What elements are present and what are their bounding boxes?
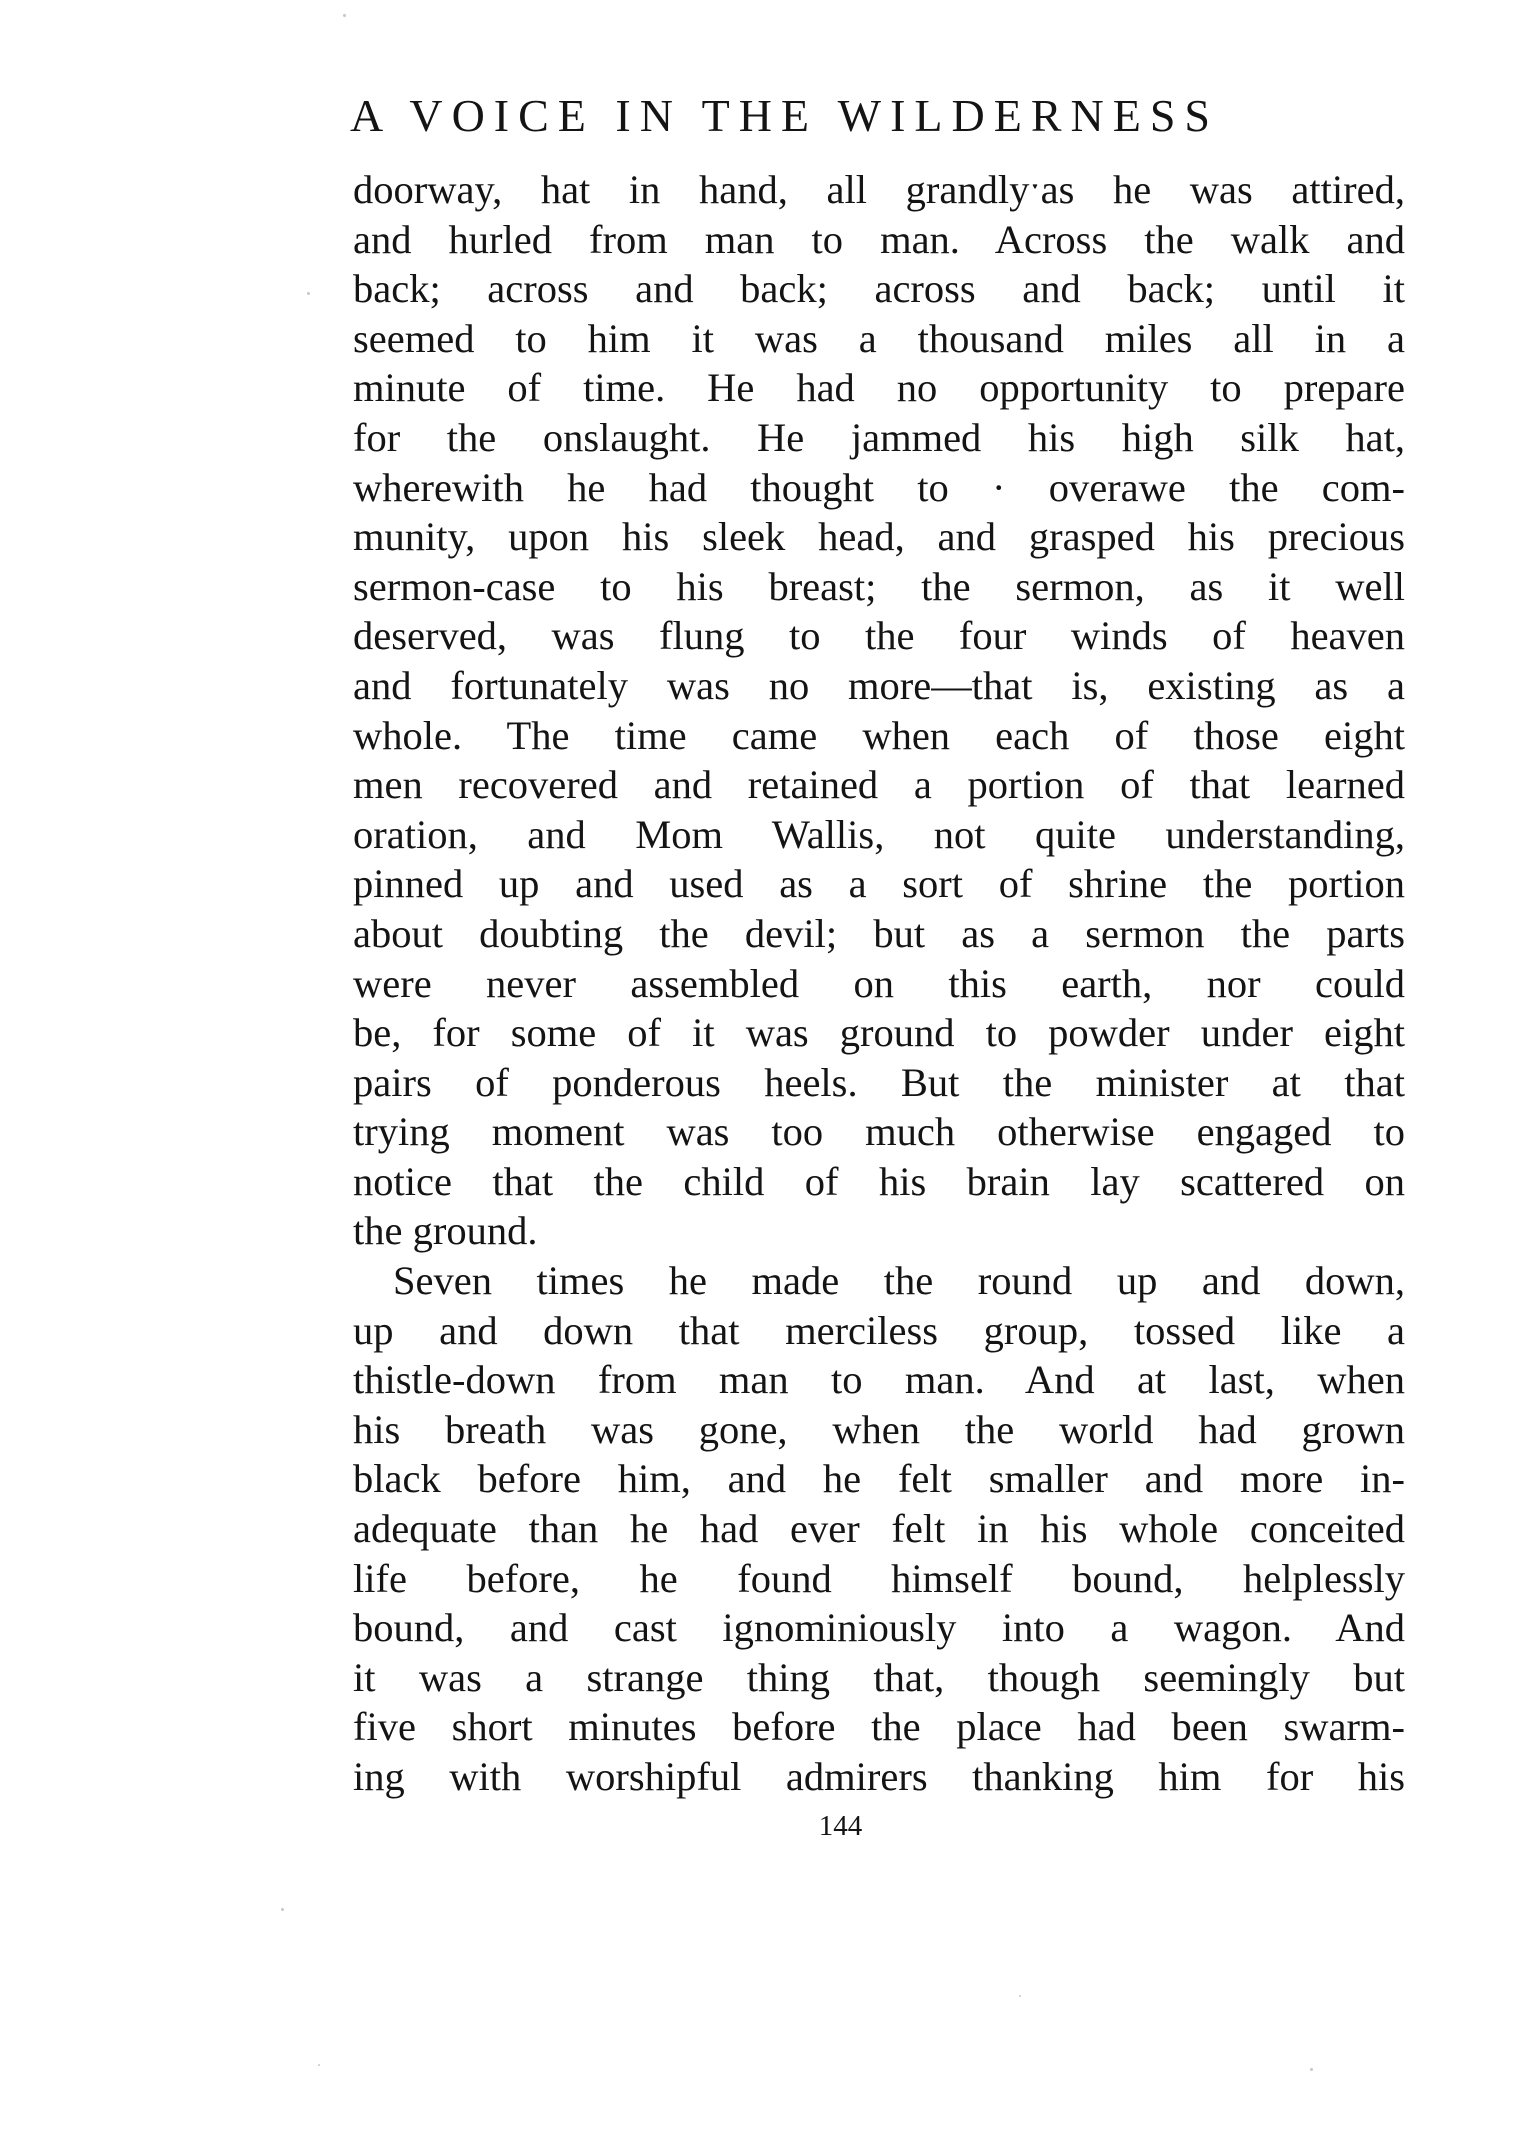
text-line: up and down that merciless group, tossed like a — [353, 1307, 1405, 1353]
text-line: life before, he found himself bound, helplessly — [353, 1555, 1405, 1601]
text-line: men recovered and retained a portion of that learned — [353, 762, 1405, 808]
text-line: and fortunately was no more—that is, existing as a — [353, 662, 1405, 708]
text-line: oration, and Mom Wallis, not quite understanding, — [353, 811, 1405, 857]
scan-speck — [343, 14, 346, 17]
scan-speck — [318, 2064, 320, 2066]
text-line: sermon-case to his breast; the sermon, as it well — [353, 563, 1405, 609]
text-line: trying moment was too much otherwise engaged to — [353, 1109, 1405, 1155]
text-line: deserved, was flung to the four winds of heaven — [353, 613, 1405, 659]
text-line: five short minutes before the place had been swarm- — [353, 1704, 1405, 1750]
text-line: his breath was gone, when the world had grown — [353, 1406, 1405, 1452]
text-line: minute of time. He had no opportunity to prepare — [353, 365, 1405, 411]
text-line: seemed to him it was a thousand miles all in a — [353, 315, 1405, 361]
scan-speck — [307, 292, 310, 295]
text-line: thistle-down from man to man. And at last, when — [353, 1357, 1405, 1403]
body-text — [353, 165, 1405, 1802]
text-line: for the onslaught. He jammed his high silk hat, — [353, 414, 1405, 460]
text-line: back; across and back; across and back; until it — [353, 266, 1405, 312]
scan-speck — [1019, 1995, 1021, 1997]
text-line: ing with worshipful admirers thanking him for his — [353, 1754, 1405, 1799]
text-line: pinned up and used as a sort of shrine the portion — [353, 861, 1405, 907]
text-line: were never assembled on this earth, nor could — [353, 960, 1405, 1006]
running-head: A VOICE IN THE WILDERNESS — [350, 90, 1219, 141]
text-line: whole. The time came when each of those eight — [353, 712, 1405, 758]
text-line: and hurled from man to man. Across the walk and — [353, 216, 1405, 262]
scan-speck — [281, 1908, 284, 1911]
text-line: pairs of ponderous heels. But the minister at that — [353, 1059, 1405, 1105]
scan-speck — [1310, 2068, 1313, 2071]
text-line: it was a strange thing that, though seemingly but — [353, 1654, 1405, 1700]
text-line: munity, upon his sleek head, and grasped his precious — [353, 514, 1405, 560]
text-line: notice that the child of his brain lay scattered on — [353, 1158, 1405, 1204]
text-line: adequate than he had ever felt in his whole conceited — [353, 1506, 1405, 1552]
text-line: doorway, hat in hand, all grandlyˑas he was attired, — [353, 167, 1405, 212]
text-line: be, for some of it was ground to powder under eight — [353, 1010, 1405, 1056]
paragraph-end-line: the ground. — [353, 1208, 538, 1254]
text-line: bound, and cast ignominiously into a wagon. And — [353, 1605, 1405, 1651]
page-number: 144 — [818, 1810, 863, 1842]
text-line: black before him, and he felt smaller and more in- — [353, 1456, 1405, 1502]
paragraph-start-line: Seven times he made the round up and down, — [393, 1258, 1405, 1304]
text-line: about doubting the devil; but as a sermon the parts — [353, 910, 1405, 956]
text-line: wherewith he had thought to · overawe the com- — [353, 464, 1405, 510]
